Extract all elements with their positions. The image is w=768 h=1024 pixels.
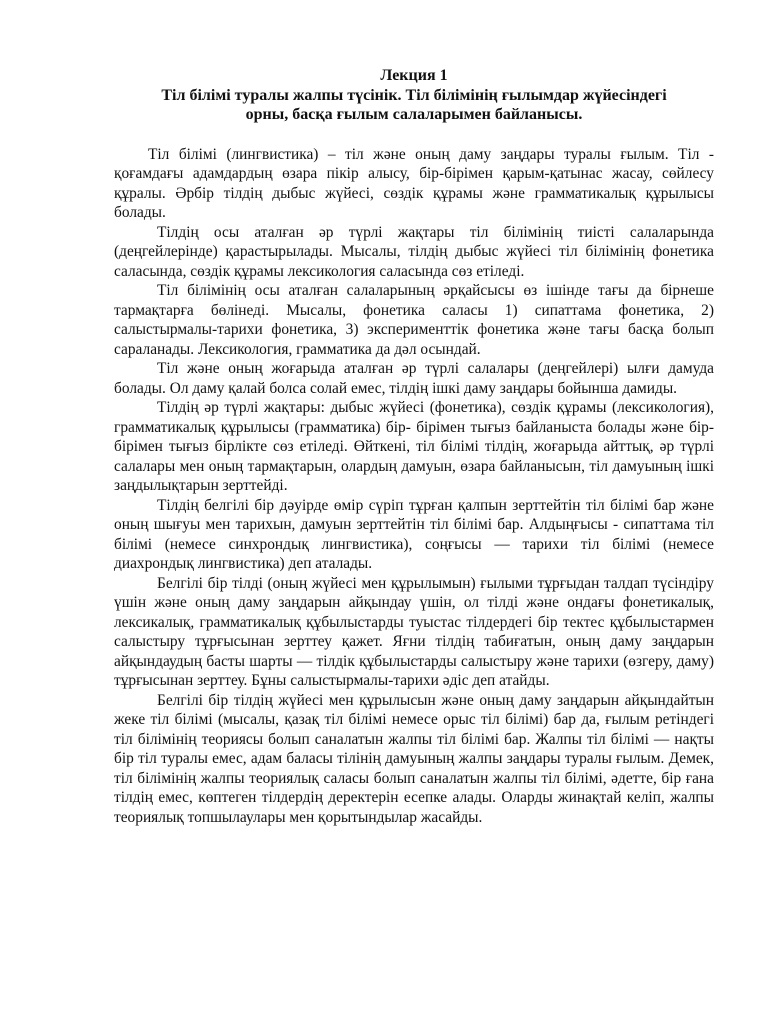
paragraph: Белгілі бір тілді (оның жүйесі мен құрылымын) ғылыми тұрғыдан талдап түсіндіру үшін және оның даму заңдарын айқындау үшін, ол тілді және ондағы фонетикалық, лексикалық, грамматикалық құбылыстарды туыстас тілдердегі бір тектес құбылыстармен салыстыру тұрғысынан зерттеу қажет. Яғни тілдің табиғатын, оның даму заңдарын айқындаудың басты шарты — тілдік құбылыстарды салыстыру және тарихи (өзгеру, даму) тұрғысынан зерттеу. Бұны салыстырмалы-тарихи әдіс деп атайды. [114,574,714,689]
paragraph: Тілдің осы аталған әр түрлі жақтары тіл білімінің тиісті салаларында (деңгейлерінде) қарастырылады. Мысалы, тілдің дыбыс жүйесі тіл білімінің фонетика саласында, сөздік құрамы лексикология саласында сөз етіледі. [114,223,714,280]
lecture-title-line-2: орны, басқа ғылым салаларымен байланысы. [245,106,583,123]
paragraph: Тілдің әр түрлі жақтары: дыбыс жүйесі (фонетика), сөздік құрамы (лексикология), грамматикалық құрылысы (грамматика) бір- бірімен тығыз байланыста болады және бір-бірімен тығыз бірлікте сөз етіледі. Өйткені, тіл білімі тілдің, жоғарыда айттық, әр түрлі салалары мен оның тармақтарын, олардың дамуын, өзара байланысын, тіл дамуының ішкі заңдылықтарын зерттейді. [114,399,714,494]
lecture-title-line-1: Тіл білімі туралы жалпы түсінік. Тіл білімінің ғылымдар жүйесіндегі [161,86,667,104]
document-page [114,66,714,827]
paragraph: Тіл білімі (лингвистика) – тіл және оның даму заңдары туралы ғылым. Тіл - қоғамдағы адамдардың өзара пікір алысу, бір-бірімен қарым-қатынас жасау, сөйлесу құралы. Әрбір тілдің дыбыс жүйесі, сөздік құрамы және грамматикалық құрылысы болады. [114,145,714,221]
lecture-label: Лекция 1 [380,67,448,84]
paragraph: Тіл білімінің осы аталған салаларының әрқайсысы өз ішінде тағы да бірнеше тармақтарға бөлінеді. Мысалы, фонетика саласы 1) сипаттама фонетика, 2) салыстырмалы-тарихи фонетика, 3) эксперименттік фонетика және тағы басқа болып сараланады. Лексикология, грамматика да дәл осындай. [114,282,714,358]
paragraph: Тілдің белгілі бір дәуірде өмір сүріп тұрған қалпын зерттейтін тіл білімі бар және оның шығуы мен тарихын, дамуын зерттейтін тіл білімі бар. Алдыңғысы - сипаттама тіл білімі (немесе синхрондық лингвистика), соңғысы — тарихи тіл білімі (немесе диахрондық лингвистика) деп аталады. [114,496,714,572]
paragraph: Белгілі бір тілдің жүйесі мен құрылысын және оның даму заңдарын айқындайтын жеке тіл білімі (мысалы, қазақ тіл білімі немесе орыс тіл білімі) бар да, ғылым ретіндегі тіл білімінің теориясы болып саналатын жалпы тіл білімі бар. Жалпы тіл білімі — нақты бір тіл туралы емес, адам баласы тілінің дамуының жалпы заңдары туралы ғылым. Демек, тіл білімінің жалпы теориялық саласы болып саналатын жалпы тіл білімі, әдетте, бір ғана тілдің емес, көптеген тілдердің деректерін есепке алады. Оларды жинақтай келіп, жалпы теориялық топшылаулары мен қорытындылар жасайды. [114,691,714,826]
paragraph: Тіл және оның жоғарыда аталған әр түрлі салалары (деңгейлері) ылғи дамуда болады. Ол даму қалай болса солай емес, тілдің ішкі даму заңдары бойынша дамиды. [114,360,714,397]
lecture-heading [114,66,714,125]
